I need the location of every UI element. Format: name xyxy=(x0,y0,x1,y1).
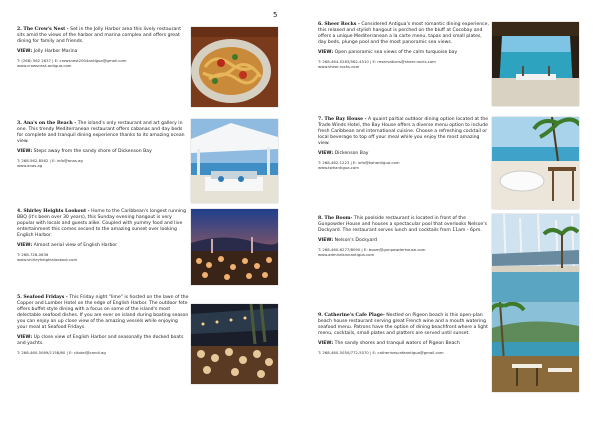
anas-photo xyxy=(191,119,278,203)
listing-body: Nestled on Pigeon beach is this open-plan beach house restaurant serving great French wine and a mouth watering seafood menu. Patrons have the option of dining beachfront where a light menu, cocktails, small plates and platters are served until sunset. xyxy=(318,313,488,336)
listing-text xyxy=(318,313,490,355)
listing-body: A quaint partial outdoor dining option located at the Trade Winds Hotel, the Bay House offers a diverse menu option to include fresh Caribbean and international cuisine. Choose a refreshing cocktail or local beverage to top off your meal while you enjoy the most amazing view. xyxy=(318,117,489,146)
listing-body: Set in the Jolly Harbor area this lively restaurant sits amid the views of the harbor and marina complex and offers great dining for family and friends. xyxy=(17,27,182,44)
view-text: Open panoramic sea views of the calm turquoise bay xyxy=(334,49,458,55)
contact-line: T: 268-464-5283/562-4510 | E: reservations@sheer-rocks.com xyxy=(318,59,436,64)
view-label: VIEW: xyxy=(17,48,33,54)
contact-line: T: 268-562-8562 | E: info@anas.ag xyxy=(17,158,83,163)
view-label: VIEW: xyxy=(17,334,33,340)
listing-body: Considered Antigua's most romantic dining experience, this relaxed and stylish hangout is perched on the bluff at Cocobay and offers a unique Mediterranean a la carte menu, tapas and small plates, day beds, plunge pool and the most panoramic sea views. xyxy=(318,22,489,45)
listing-title: 5. Seafood Fridays - xyxy=(17,295,68,300)
contact-line: T: 268-460-5069/1158/60 | E: cltotel@candl.ag xyxy=(17,350,106,355)
website-link[interactable]: www.admiralsinnantigua.com xyxy=(318,252,375,257)
catherines-cafe-photo xyxy=(492,302,579,392)
bay-house-photo xyxy=(492,117,579,209)
view-label: VIEW: xyxy=(318,49,334,55)
contact-line: T: 268-728-0636 xyxy=(17,252,49,257)
listing-text xyxy=(17,121,189,168)
contact-line: T: 268-460-6277/8090 | E: boom@gunpowderhouse.com xyxy=(318,247,426,252)
page-number: 5 xyxy=(273,11,278,19)
view-text: Nelson's Dockyard xyxy=(334,237,378,243)
listing-body: This poolside restaurant is located in front of the Gunpowder House and houses a spectacular pool that overlooks Nelson's Dockyard. The restaurant serves lunch and cocktails from 11am - 6pm. xyxy=(318,216,488,233)
listing-text xyxy=(17,27,189,68)
seafood-fridays-photo xyxy=(191,304,278,384)
contact-line: T: (268) 562 2637 | E: crowsnest2004antigua@gmail.com xyxy=(17,58,127,63)
website-link[interactable]: www.crowsnest-antigua.com xyxy=(17,63,72,68)
view-text: Up close view of English Harbor and seasonally the docked boats and yachts. xyxy=(17,334,184,346)
listing-title: 3. Ana's on the Beach - xyxy=(17,121,77,126)
view-label: VIEW: xyxy=(318,237,334,243)
contact-line: T: 268-462-1223 | E: info@twhantigua.com xyxy=(318,160,400,165)
the-boom-photo xyxy=(492,214,579,302)
listing-title: 2. The Crow's Nest - xyxy=(17,27,69,32)
view-text: The sandy shores and tranquil waters of Pigeon Beach xyxy=(334,340,460,346)
listing-title: 6. Sheer Rocks - xyxy=(318,22,360,27)
website-link[interactable]: www.shirleyheightslookout.com xyxy=(17,257,78,262)
website-link[interactable]: www.twhantigua.com xyxy=(318,165,359,170)
listing-body: This Friday night "lime" is hosted on the lawn of the Copper and Lumber Hotel on the edge of English Harbor. The outdoor fete offers buffet style dining with a focus on some of the island's most delectable seafood dishes. If you are ever on island during boating season you can enjoy an up close view of the amazing vessels while enjoying your meal at Seafood Fridays. xyxy=(17,295,189,330)
view-text: Jolly Harbor Marina xyxy=(33,48,78,54)
website-link[interactable]: www.anas.ag xyxy=(17,163,43,168)
sheer-rocks-photo xyxy=(492,22,579,106)
view-label: VIEW: xyxy=(318,340,334,346)
website-link[interactable]: www.sheer-rocks.com xyxy=(318,64,360,69)
listing-text xyxy=(17,209,189,262)
listing-text xyxy=(17,295,189,355)
listing-body: The island's only restaurant and art gallery in one. This trendy Mediterranean restaurant offers cabanas and day beds for complete and tranquil dining experience thanks to its amazing ocean view. xyxy=(17,121,185,144)
view-label: VIEW: xyxy=(318,150,334,156)
crows-nest-photo xyxy=(191,27,278,107)
view-label: VIEW: xyxy=(17,148,33,154)
view-text: Almost aerial view of English Harbor xyxy=(33,242,118,248)
contact-line: T: 268-460-5050/772-5070 | E: catherinescafeantigua@gmail.com xyxy=(318,350,444,355)
listing-title: 9. Catherine's Cafe Plage- xyxy=(318,313,385,318)
listing-title: 4. Shirley Heights Lookout - xyxy=(17,209,90,214)
listing-text xyxy=(318,216,490,257)
listing-text xyxy=(318,22,490,69)
view-label: VIEW: xyxy=(17,242,33,248)
view-text: Dickenson Bay xyxy=(334,150,369,156)
view-text: Steps away from the sandy shore of Dickenson Bay xyxy=(33,148,152,154)
shirley-heights-photo xyxy=(191,209,278,285)
listing-body: Home to the Caribbean's longest running BBQ (it's been over 30 years), this Sunday evening hangout is very popular with locals and guests alike. Coupled with yummy food and live entertainment this comes second to the amazing sunset over looking English Harbor. xyxy=(17,209,186,238)
listing-title: 8. The Boom- xyxy=(318,216,353,221)
listing-title: 7. The Bay House - xyxy=(318,117,367,122)
listing-text xyxy=(318,117,490,170)
